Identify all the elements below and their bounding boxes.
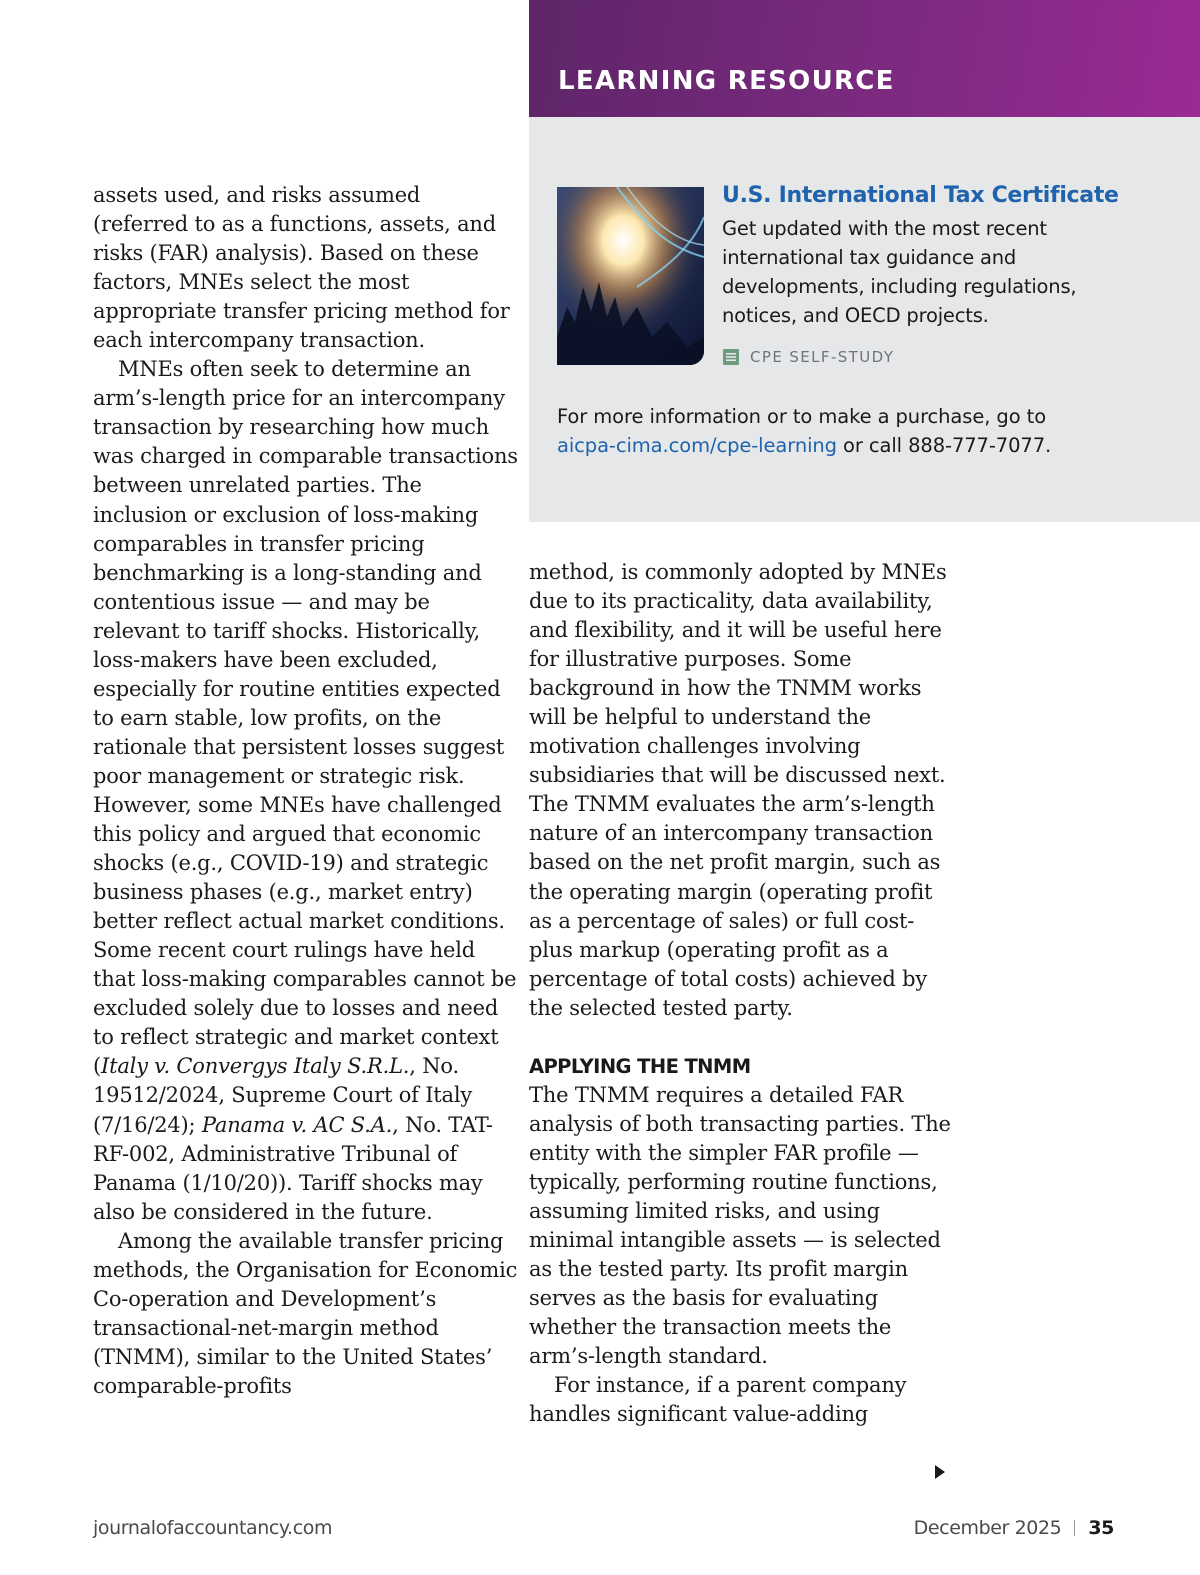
case-detail: , No. 19512/2024, Supreme Court of Italy (7/16/24); [93,1054,473,1137]
footer-page-info [914,1517,1114,1539]
learning-resource-banner [529,0,1200,117]
paragraph: assets used, and risks assumed (referred to as a functions, assets, and risks (FAR) analysis). Based on these factors, MNEs select the most appropriate transfer pricing method for each intercompany transaction. [93,183,510,353]
phone-info: or call 888-777-7077. [836,434,1052,457]
document-icon [722,348,740,366]
section-heading: APPLYING THE TNMM [529,1054,751,1078]
banner-title: LEARNING RESOURCE [558,66,895,96]
footer-site[interactable]: journalofaccountancy.com [93,1517,333,1539]
case-citation: Italy v. Convergys Italy S.R.L. [101,1054,410,1079]
footer-date: December 2025 [913,1517,1062,1539]
paragraph: Among the available transfer pricing methods, the Organisation for Economic Co-operation and Development’s transactional-net-margin method (TNMM), similar to the United States’ comparable-profits [93,1228,518,1398]
paragraph: method, is commonly adopted by MNEs due to its practicality, data availability, and flexibility, and it will be useful here for illustrative purposes. Some background in how the TNMM works will be helpful to understand the motivation challenges involving subsidiaries that will be discussed next. The TNMM evaluates the arm’s-length nature of an intercompany transaction based on the net profit margin, such as the operating margin (operating profit as a percentage of sales) or full cost-plus markup (operating profit as a percentage of total costs) achieved by the selected tested party. [529,560,947,1020]
cpe-learning-link[interactable]: aicpa-cima.com/cpe-learning [557,434,837,457]
cpe-tag-label: CPE SELF-STUDY [750,348,895,366]
paragraph-text: MNEs often seek to determine an arm’s-length price for an intercompany transaction by researching how much was charged in comparable transactions between unrelated parties. The inclusion or exclusion of loss-making comparables in transfer pricing benchmarking is a long-standing and contentious issue — and may be relevant to tariff shocks. Historically, loss-makers have been excluded, especially for routine entities expected to earn stable, low profits, on the rationale that persistent losses suggest poor management or strategic risk. However, some MNEs have challenged this policy and argued that economic shocks (e.g., COVID-19) and strategic business phases (e.g., market entry) better reflect actual market conditions. Some recent court rulings have held that loss-making comparables cannot be excluded solely due to losses and need to reflect strategic and market context ( [93,357,518,1079]
triangle-right-icon [935,1465,945,1479]
paragraph: The TNMM requires a detailed FAR analysis of both transacting parties. The entity with the simpler FAR profile — typically, performing routine functions, assuming limited risks, and using minimal intangible assets — is selected as the tested party. Its profit margin serves as the basis for evaluating whether the transaction meets the arm’s-length standard. [529,1082,951,1369]
more-info-lead: For more information or to make a purchase, go to [557,405,1047,428]
case-citation: Panama v. AC S.A. [201,1112,393,1137]
learning-resource-panel [529,117,1200,522]
footer-divider [1074,1520,1075,1536]
course-thumbnail[interactable] [557,187,704,365]
case-detail: , No. TAT-RF-002, Administrative Tribunal of Panama (1/10/20)). Tariff shocks may also be considered in the future. [93,1112,493,1224]
course-description: Get updated with the most recent international tax guidance and developments, including regulations, notices, and OECD projects. [722,217,1077,327]
paragraph: For instance, if a parent company handles significant value-adding [529,1373,907,1427]
cpe-tag [722,348,894,366]
more-info-text [557,402,1177,460]
article-column-right [529,558,954,1429]
course-title[interactable]: U.S. International Tax Certificate [722,183,1119,208]
paragraph [93,355,518,1226]
article-column-left [93,181,518,1401]
page-number: 35 [1088,1517,1114,1539]
